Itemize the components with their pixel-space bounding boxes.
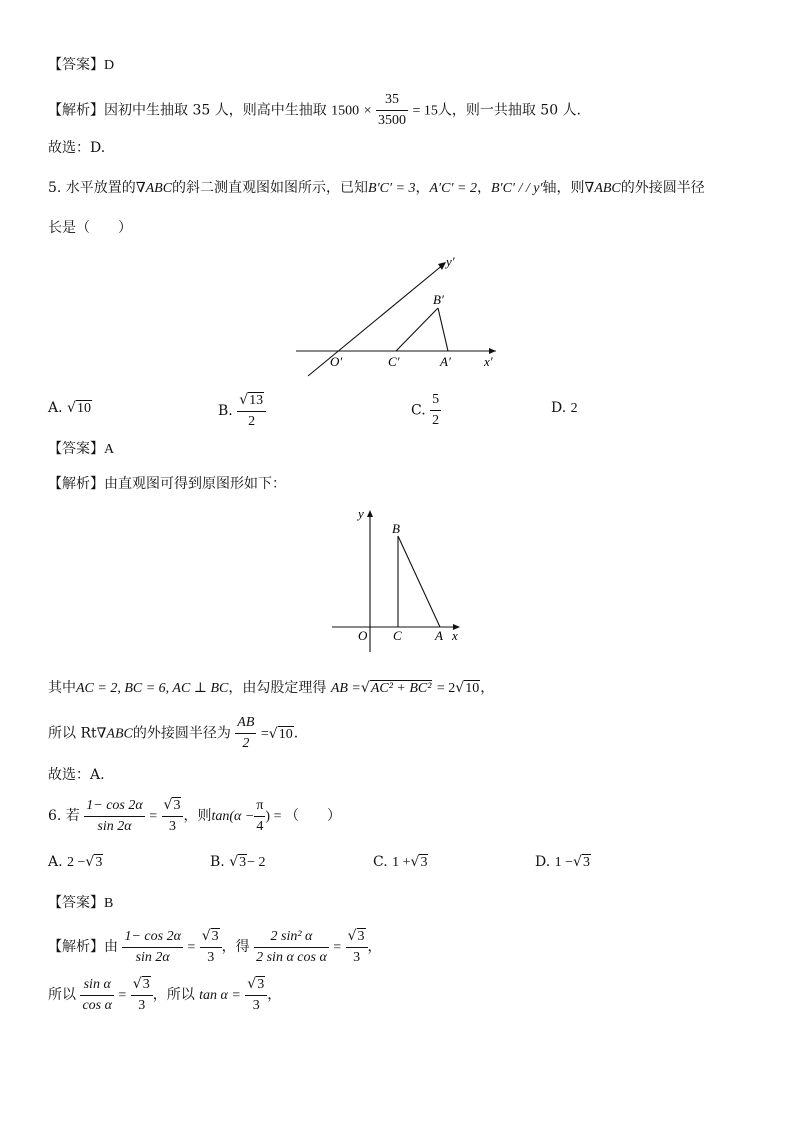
label-x: x	[452, 628, 458, 643]
option-value: − 2	[247, 855, 266, 870]
label-c: C	[393, 628, 402, 643]
oblique-projection-figure	[290, 250, 510, 380]
fraction: $\frac{√3}{3}$	[131, 977, 153, 1013]
equals-sign: =	[260, 726, 269, 742]
radicand: 3	[211, 929, 219, 944]
radicand: 3	[357, 929, 365, 944]
stem-text: 的外接圆半径	[620, 180, 705, 196]
fraction-numerator: 2 sin² α	[254, 930, 329, 948]
analysis-text: 人，则一共抽取 50 人.	[437, 102, 582, 119]
q4-analysis	[48, 93, 581, 128]
q6-option-c	[373, 855, 428, 870]
fraction-denominator: 4	[256, 818, 264, 834]
q4-answer	[48, 58, 114, 73]
label-y: y	[358, 506, 364, 521]
analysis-text: 的外接圆半径为	[132, 725, 231, 742]
q6-analysis-line2	[48, 977, 281, 1013]
radicand: 10	[278, 726, 293, 742]
label-a: A	[435, 628, 443, 643]
fraction-denominator: 2	[242, 736, 250, 751]
segment-b-a	[398, 536, 440, 627]
q5-option-b	[218, 393, 266, 429]
triangle-symbol: ∇ABC	[584, 181, 621, 196]
radicand: 10	[465, 681, 480, 696]
math-number: 1500	[331, 103, 360, 119]
stem-text: 轴，则	[542, 180, 585, 196]
math-expression: = 2	[436, 681, 456, 696]
analysis-text: 所以	[48, 987, 76, 1003]
sqrt: √3	[573, 854, 590, 870]
segment-c-b	[396, 308, 438, 351]
answer-value: A	[104, 442, 115, 457]
triangle-symbol: ∇ABC	[96, 726, 133, 742]
q5-analysis-line1	[48, 681, 494, 696]
label-a-prime: A′	[440, 354, 451, 369]
punctuation: ，	[367, 939, 382, 955]
equals-sign: =	[118, 988, 127, 1003]
analysis-label: 【解析】	[48, 102, 104, 119]
fraction-numerator: 35	[376, 93, 408, 111]
label-x-prime: x′	[484, 354, 493, 369]
y-axis-arrow	[367, 510, 373, 517]
fraction-numerator: 1− cos 2α	[84, 799, 144, 817]
q6-stem	[48, 798, 341, 834]
fraction-denominator: 3	[252, 998, 260, 1013]
q6-analysis-line1	[48, 929, 382, 965]
punctuation: ，	[476, 180, 491, 196]
option-value: 2 −	[67, 855, 86, 870]
analysis-label: 【解析】	[48, 476, 104, 492]
punctuation: ，	[415, 180, 430, 196]
q4-choice	[48, 141, 105, 155]
option-label: C.	[373, 854, 388, 870]
option-label: B.	[210, 854, 225, 870]
radicand: 3	[173, 798, 181, 813]
fraction	[376, 93, 408, 128]
label-b-prime: B′	[433, 292, 444, 307]
triangle-symbol: ∇ABC	[135, 181, 173, 196]
math-expression: AB =	[330, 681, 361, 696]
option-label: B.	[218, 403, 233, 419]
option-label: D.	[551, 400, 567, 416]
radicand: 3	[95, 855, 103, 870]
original-triangle-figure	[328, 506, 470, 656]
equals-sign: =	[187, 940, 196, 955]
stem-text: 5. 水平放置的	[48, 180, 136, 196]
option-label: A.	[48, 854, 63, 870]
fraction-denominator: sin 2α	[97, 818, 132, 834]
fraction	[235, 716, 256, 751]
radicand: 3	[142, 977, 150, 992]
q5-option-d	[551, 401, 578, 416]
math-expression: ) = （ ）	[265, 809, 341, 824]
answer-label: 【答案】	[48, 441, 104, 457]
fraction: $\frac{√3}{3}$	[346, 929, 368, 965]
answer-value: D	[104, 58, 115, 73]
label-o: O	[358, 628, 368, 643]
analysis-text: 由	[104, 939, 118, 955]
analysis-text: 由直观图可得到原图形如下：	[104, 476, 286, 492]
fraction-denominator: 3	[138, 998, 146, 1013]
sqrt: √10	[455, 680, 480, 696]
option-label: D.	[535, 854, 551, 870]
fraction: $\frac{√3}{3}$	[200, 929, 222, 965]
math-expression: tan(α −	[211, 809, 255, 824]
option-value: 2	[570, 401, 578, 416]
answer-value: B	[104, 896, 114, 911]
fraction: $\frac{√13}{2}$	[237, 393, 266, 429]
fraction-numerator: 1− cos 2α	[122, 930, 182, 948]
punctuation: .	[293, 725, 299, 742]
q6-option-d	[535, 855, 591, 870]
q5-answer	[48, 442, 114, 457]
fraction-denominator: 2 sin α cos α	[256, 949, 327, 965]
analysis-text: ，得	[221, 939, 250, 955]
q5-stem-line1	[48, 181, 705, 196]
q6-option-b	[210, 855, 266, 870]
q5-analysis-intro	[48, 477, 286, 491]
math-expression: tan α =	[199, 988, 241, 1003]
stem-text: ，则	[183, 808, 212, 824]
q5-option-a	[48, 401, 92, 416]
fraction	[80, 978, 114, 1013]
fraction-denominator: cos α	[82, 997, 112, 1013]
fraction-denominator: sin 2α	[135, 949, 170, 965]
fraction-numerator: sin α	[80, 978, 114, 996]
analysis-text: ，所以	[152, 987, 195, 1003]
q5-option-c	[411, 393, 441, 428]
stem-text: 的斜二测直观图如图所示，已知	[172, 180, 369, 196]
given-condition: B′C′ / / y′	[490, 181, 543, 196]
sqrt: √3	[410, 854, 428, 870]
punctuation: ，	[267, 987, 282, 1003]
fraction	[254, 799, 265, 834]
q6-option-a	[48, 855, 103, 870]
option-label: C.	[411, 402, 426, 419]
q6-answer	[48, 896, 113, 911]
fraction-denominator: 3	[207, 950, 215, 965]
fraction	[84, 799, 144, 834]
choice-text: 故选：A.	[48, 767, 105, 783]
answer-label: 【答案】	[48, 895, 104, 911]
option-value: 1 −	[554, 855, 574, 870]
segment-b-a	[438, 308, 448, 351]
punctuation: ，	[480, 680, 495, 696]
q5-choice	[48, 768, 105, 782]
fraction-denominator: 2	[432, 413, 440, 428]
sqrt: √3	[229, 854, 247, 870]
analysis-text: 所以 Rt	[48, 725, 97, 742]
math-result: = 15	[412, 103, 438, 119]
sqrt: √AC² + BC²	[360, 680, 432, 696]
fraction	[254, 930, 329, 965]
stem-text: 6. 若	[48, 808, 80, 824]
analysis-text: 因初中生抽取 35 人，则高中生抽取	[104, 102, 327, 119]
radicand: 3	[239, 855, 247, 870]
equals-sign: =	[149, 809, 158, 824]
label-o-prime: O′	[330, 354, 343, 369]
analysis-text: ，由勾股定理得	[228, 680, 327, 696]
radicand: 3	[420, 855, 428, 870]
radicand: 3	[582, 855, 590, 870]
y-prime-axis	[308, 264, 444, 376]
label-y-prime: y′	[446, 254, 455, 269]
fraction-denominator: 3	[169, 819, 176, 834]
label-c-prime: C′	[388, 354, 400, 369]
given-condition: B′C′ = 3	[368, 181, 416, 196]
q5-analysis-line2	[48, 716, 298, 751]
fraction	[430, 393, 441, 428]
fraction-numerator: AB	[235, 716, 256, 734]
given-condition: A′C′ = 2	[429, 181, 477, 196]
option-label: A.	[48, 400, 63, 416]
fraction-denominator: 2	[248, 414, 256, 429]
fraction-denominator: 3	[353, 950, 361, 965]
stem-text: 长是（ ）	[48, 220, 132, 236]
fraction-numerator: 5	[430, 393, 441, 411]
choice-text: 故选：D.	[48, 140, 106, 156]
radicand: AC² + BC²	[370, 681, 432, 696]
q5-stem-line2	[48, 221, 132, 235]
equals-sign: =	[333, 940, 342, 955]
sqrt: √10	[67, 400, 91, 416]
math-condition: AC = 2, BC = 6, AC ⊥ BC	[76, 681, 229, 696]
label-b: B	[392, 521, 400, 536]
times-sign: ×	[363, 103, 372, 119]
sqrt: √10	[268, 725, 293, 742]
y-prime-axis-arrow	[438, 262, 446, 270]
analysis-text: 其中	[48, 680, 76, 696]
fraction-numerator: π	[254, 799, 265, 817]
radicand: 13	[249, 393, 264, 408]
answer-label: 【答案】	[48, 57, 104, 73]
sqrt: √3	[85, 854, 103, 870]
option-value: 1 +	[392, 855, 411, 870]
fraction: $\frac{√3}{3}$	[162, 798, 184, 834]
analysis-label: 【解析】	[48, 939, 104, 955]
fraction	[122, 930, 182, 965]
radicand: 10	[76, 401, 91, 416]
radicand: 3	[257, 977, 265, 992]
fraction-denominator: 3500	[377, 113, 406, 128]
fraction: $\frac{√3}{3}$	[245, 977, 267, 1013]
